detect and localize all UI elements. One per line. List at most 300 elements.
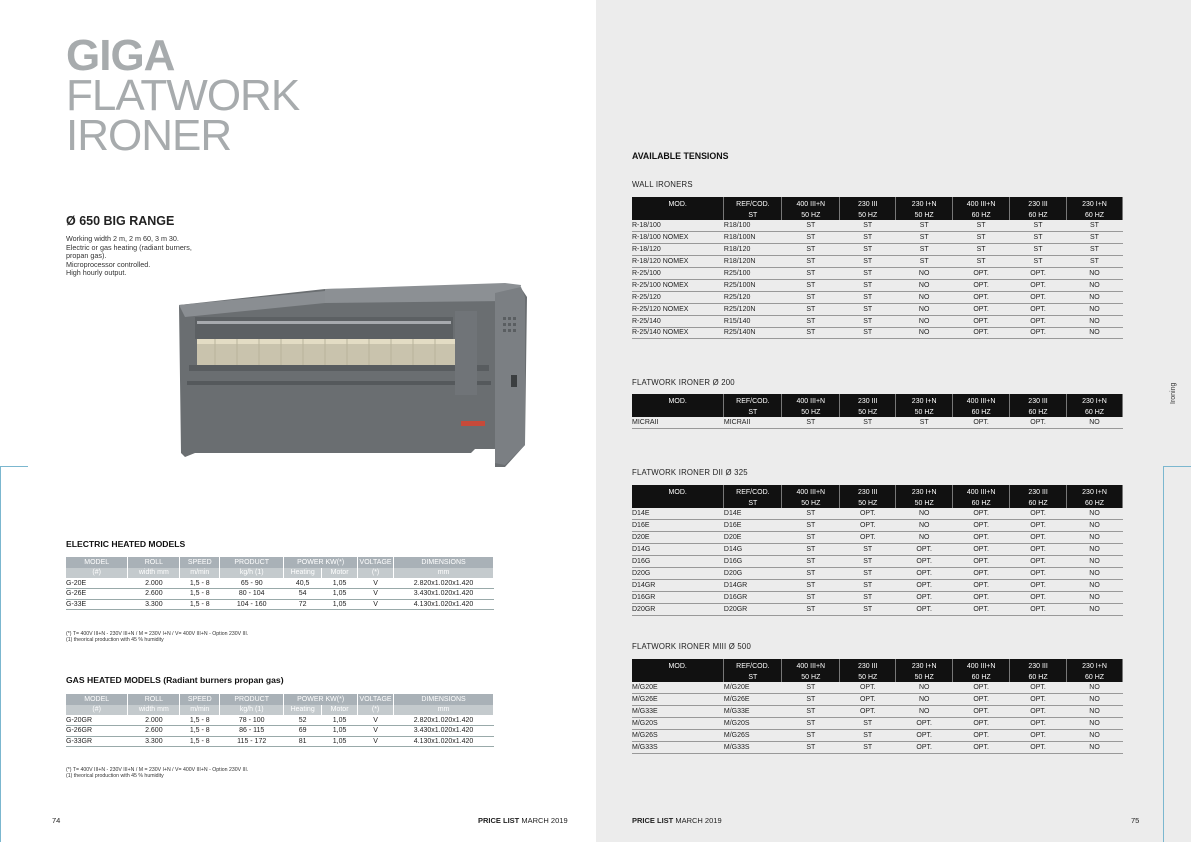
- table-cell: D14E: [632, 508, 724, 520]
- table-cell: ST: [782, 417, 840, 429]
- col-header: 400 III+N: [782, 485, 840, 499]
- table-cell: 1,05: [322, 578, 358, 589]
- col-header: 400 III+N: [953, 659, 1010, 673]
- table-cell: NO: [896, 706, 953, 718]
- table-cell: NO: [1067, 327, 1123, 339]
- col-header: DIMENSIONS: [394, 557, 494, 568]
- col-subheader: 50 HZ: [840, 673, 896, 682]
- tension-table-flatwork-dii: [632, 485, 1123, 616]
- table-cell: ST: [782, 220, 840, 232]
- table-cell: 1,5 - 8: [180, 726, 220, 737]
- table-cell: ST: [840, 303, 896, 315]
- table-cell: 2.000: [128, 715, 180, 726]
- col-subheader: width mm: [128, 705, 180, 716]
- table-cell: M/G20S: [632, 718, 724, 730]
- table-cell: ST: [840, 567, 896, 579]
- table-cell: OPT.: [953, 520, 1010, 532]
- left-footer: [478, 816, 568, 825]
- table-cell: G-26E: [66, 589, 128, 600]
- table-cell: OPT.: [896, 741, 953, 753]
- col-header: VOLTAGE: [359, 695, 392, 703]
- col-header: ROLL: [128, 694, 180, 705]
- table-cell: NO: [896, 279, 953, 291]
- col-subheader: [632, 673, 724, 682]
- table-cell: OPT.: [896, 567, 953, 579]
- table-row: [632, 567, 1123, 579]
- col-header: 400 III+N: [953, 485, 1010, 499]
- col-subheader: 60 HZ: [1010, 211, 1067, 220]
- col-header: 230 III: [840, 659, 896, 673]
- desc-line: propan gas).: [66, 251, 107, 261]
- table-cell: NO: [896, 694, 953, 706]
- table-cell: ST: [953, 244, 1010, 256]
- col-header: 230 III: [840, 197, 896, 211]
- col-subheader: Heating: [284, 705, 322, 716]
- table-cell: V: [358, 726, 394, 737]
- note-line: (*) T= 400V III+N - 230V III+N / M = 230V I+N / V= 400V III+N - Option 230V III.: [66, 767, 249, 773]
- table-cell: ST: [782, 303, 840, 315]
- table-cell: OPT.: [953, 706, 1010, 718]
- table-cell: OPT.: [953, 291, 1010, 303]
- table-cell: 2.820x1.020x1.420: [394, 715, 494, 726]
- left-page-number: 74: [52, 816, 61, 825]
- col-header: 400 III+N: [953, 197, 1010, 211]
- col-subheader: 60 HZ: [1067, 408, 1123, 417]
- col-header: MODEL: [66, 694, 128, 705]
- table-cell: ST: [782, 268, 840, 280]
- col-header: 230 III: [840, 485, 896, 499]
- right-edge-marker: [1163, 466, 1191, 842]
- note-line: (1) theorical production with 45 % humidity: [66, 637, 164, 644]
- table-cell: OPT.: [953, 579, 1010, 591]
- col-header: MOD.: [632, 659, 724, 673]
- table-cell: D16G: [724, 556, 782, 568]
- table-cell: 2.000: [128, 578, 180, 589]
- table-cell: 2.600: [128, 589, 180, 600]
- table-cell: 81: [284, 736, 322, 747]
- col-subheader: 50 HZ: [840, 408, 896, 417]
- col-header: 230 III: [1010, 659, 1067, 673]
- table-cell: OPT.: [1010, 291, 1067, 303]
- table-cell: R-18/100 NOMEX: [632, 232, 724, 244]
- table-subheader-row: [66, 568, 494, 579]
- col-subheader: 60 HZ: [1067, 673, 1123, 682]
- table-row: [632, 417, 1123, 429]
- table-cell: MICRAII: [724, 417, 782, 429]
- note-line: (*) T= 400V III+N - 230V III+N / M = 230V I+N / V= 400V III+N - Option 230V III.: [66, 631, 249, 637]
- table-row: [632, 508, 1123, 520]
- table-cell: NO: [1067, 718, 1123, 730]
- col-header: 230 I+N: [1067, 485, 1123, 499]
- col-header: 230 III: [840, 394, 896, 408]
- table-cell: D20G: [632, 567, 724, 579]
- table-cell: NO: [896, 508, 953, 520]
- table-cell: R-25/100: [632, 268, 724, 280]
- table-cell: NO: [1067, 556, 1123, 568]
- col-subheader: ST: [724, 499, 782, 508]
- table-cell: D14G: [724, 544, 782, 556]
- table-cell: OPT.: [953, 508, 1010, 520]
- table-cell: G-20E: [66, 578, 128, 589]
- table-cell: 3.430x1.020x1.420: [394, 589, 494, 600]
- col-header: REF/COD.: [724, 659, 782, 673]
- col-subheader: 60 HZ: [1010, 673, 1067, 682]
- table-cell: NO: [896, 520, 953, 532]
- col-subheader: [632, 211, 724, 220]
- table-cell: NO: [1067, 303, 1123, 315]
- table-cell: ST: [1010, 244, 1067, 256]
- table-header-row: [632, 197, 1123, 211]
- table-cell: ST: [782, 279, 840, 291]
- col-header: 230 I+N: [896, 197, 953, 211]
- col-subheader: 60 HZ: [953, 499, 1010, 508]
- col-subheader: width mm: [128, 568, 180, 579]
- table-cell: OPT.: [953, 694, 1010, 706]
- table-row: [632, 279, 1123, 291]
- table-cell: ST: [896, 220, 953, 232]
- col-header: 230 I+N: [1067, 197, 1123, 211]
- col-header: REF/COD.: [724, 197, 782, 211]
- col-subheader: kg/h (1): [220, 705, 284, 716]
- col-subheader: 60 HZ: [953, 211, 1010, 220]
- table-cell: 86 - 115: [220, 726, 284, 737]
- title-line-2: FLATWORK: [66, 71, 300, 120]
- table-cell: OPT.: [1010, 694, 1067, 706]
- desc-line: Electric or gas heating (radiant burners,: [66, 242, 192, 252]
- footer-bold: PRICE LIST: [478, 816, 520, 825]
- table-cell: M/G33S: [724, 741, 782, 753]
- table-cell: OPT.: [1010, 544, 1067, 556]
- table-cell: OPT.: [953, 556, 1010, 568]
- table-cell: ST: [782, 694, 840, 706]
- table-cell: OPT.: [840, 520, 896, 532]
- table-cell: NO: [896, 327, 953, 339]
- table-cell: OPT.: [953, 718, 1010, 730]
- col-header: 400 III+N: [782, 394, 840, 408]
- col-header: 230 I+N: [896, 659, 953, 673]
- table-cell: NO: [1067, 417, 1123, 429]
- col-subheader: 50 HZ: [896, 408, 953, 417]
- table-cell: M/G26E: [724, 694, 782, 706]
- table-cell: ST: [782, 256, 840, 268]
- desc-line: Microprocessor controlled.: [66, 259, 151, 269]
- table-cell: ST: [1010, 256, 1067, 268]
- table-cell: R25/100N: [724, 279, 782, 291]
- table-row: [632, 220, 1123, 232]
- table-cell: R-18/100: [632, 220, 724, 232]
- table-row: [632, 303, 1123, 315]
- table-cell: NO: [1067, 591, 1123, 603]
- col-header: 230 I+N: [896, 394, 953, 408]
- col-header: REF/COD.: [724, 485, 782, 499]
- table-cell: OPT.: [1010, 417, 1067, 429]
- table-row: [66, 726, 494, 737]
- table-row: [66, 589, 494, 600]
- table-cell: OPT.: [1010, 532, 1067, 544]
- desc-line: Working width 2 m, 2 m 60, 3 m 30.: [66, 234, 179, 243]
- table-cell: OPT.: [896, 730, 953, 742]
- table-cell: NO: [1067, 532, 1123, 544]
- table-cell: OPT.: [953, 591, 1010, 603]
- table-cell: OPT.: [1010, 567, 1067, 579]
- electric-models-table: [66, 557, 494, 610]
- table-cell: V: [358, 715, 394, 726]
- table-row: [632, 556, 1123, 568]
- table-row: [632, 532, 1123, 544]
- table-cell: V: [358, 599, 394, 610]
- table-cell: NO: [896, 291, 953, 303]
- col-header: 400 III+N: [782, 659, 840, 673]
- table-cell: OPT.: [1010, 730, 1067, 742]
- table-subheader-row: [632, 673, 1123, 682]
- col-subheader: ST: [724, 673, 782, 682]
- side-tab-label: Ironing: [1170, 382, 1177, 404]
- col-header: SPEED: [180, 557, 220, 568]
- col-header: POWER KW(*): [284, 694, 358, 705]
- table-cell: 3.300: [128, 736, 180, 747]
- table-cell: D14GR: [632, 579, 724, 591]
- col-subheader: (#): [66, 705, 128, 716]
- table-row: [632, 268, 1123, 280]
- col-subheader: Motor: [322, 568, 358, 579]
- table-cell: 69: [284, 726, 322, 737]
- table-title: FLATWORK IRONER DII Ø 325: [632, 468, 748, 477]
- table-cell: 2.820x1.020x1.420: [394, 578, 494, 589]
- col-subheader: 50 HZ: [782, 673, 840, 682]
- table-header-row: [632, 394, 1123, 408]
- table-cell: ST: [782, 730, 840, 742]
- footer-date: MARCH 2019: [673, 816, 722, 825]
- table-cell: D14GR: [724, 579, 782, 591]
- table-cell: D16GR: [632, 591, 724, 603]
- table-cell: OPT.: [1010, 706, 1067, 718]
- table-cell: 1,5 - 8: [180, 715, 220, 726]
- table-cell: OPT.: [1010, 556, 1067, 568]
- table-cell: R-25/120: [632, 291, 724, 303]
- table-cell: 54: [284, 589, 322, 600]
- table-cell: M/G33S: [632, 741, 724, 753]
- col-subheader: 60 HZ: [953, 673, 1010, 682]
- table-cell: G-33GR: [66, 736, 128, 747]
- col-subheader: 50 HZ: [782, 408, 840, 417]
- table-cell: OPT.: [953, 279, 1010, 291]
- table-cell: OPT.: [896, 556, 953, 568]
- table-cell: 1,5 - 8: [180, 578, 220, 589]
- table-cell: ST: [782, 591, 840, 603]
- table-cell: ST: [1067, 256, 1123, 268]
- col-header: PRODUCT: [220, 557, 284, 568]
- col-header: MOD.: [632, 394, 724, 408]
- title-line-1: GIGA: [66, 31, 175, 80]
- table-cell: 3.430x1.020x1.420: [394, 726, 494, 737]
- table-cell: 1,5 - 8: [180, 599, 220, 610]
- gas-notes: [66, 767, 248, 780]
- footer-bold: PRICE LIST: [632, 816, 674, 825]
- table-cell: NO: [1067, 730, 1123, 742]
- table-cell: OPT.: [840, 706, 896, 718]
- table-cell: M/G33E: [632, 706, 724, 718]
- col-subheader: 50 HZ: [896, 499, 953, 508]
- table-cell: NO: [1067, 694, 1123, 706]
- right-footer: [632, 816, 722, 825]
- table-cell: NO: [896, 303, 953, 315]
- table-cell: OPT.: [896, 544, 953, 556]
- table-cell: 115 - 172: [220, 736, 284, 747]
- table-cell: D16E: [724, 520, 782, 532]
- col-subheader: (*): [358, 705, 394, 716]
- col-subheader: 50 HZ: [782, 499, 840, 508]
- col-subheader: 50 HZ: [840, 211, 896, 220]
- table-cell: OPT.: [1010, 741, 1067, 753]
- electric-notes: [66, 631, 248, 644]
- table-cell: ST: [782, 532, 840, 544]
- title-line-3: IRONER: [66, 111, 232, 160]
- table-row: [66, 599, 494, 610]
- table-cell: 72: [284, 599, 322, 610]
- col-subheader: [632, 499, 724, 508]
- col-header: MODEL: [66, 557, 128, 568]
- table-cell: ST: [840, 232, 896, 244]
- table-cell: ST: [840, 544, 896, 556]
- range-title: Ø 650 BIG RANGE: [66, 214, 175, 228]
- table-cell: ST: [782, 579, 840, 591]
- table-cell: ST: [840, 220, 896, 232]
- col-subheader: ST: [724, 408, 782, 417]
- col-subheader: 50 HZ: [782, 211, 840, 220]
- left-edge-marker: [0, 466, 28, 842]
- col-subheader: kg/h (1): [220, 568, 284, 579]
- table-cell: OPT.: [953, 741, 1010, 753]
- table-cell: 104 - 160: [220, 599, 284, 610]
- table-cell: ST: [782, 556, 840, 568]
- table-cell: 1,05: [322, 726, 358, 737]
- table-cell: OPT.: [953, 682, 1010, 694]
- table-cell: R25/140N: [724, 327, 782, 339]
- col-header: PRODUCT: [220, 694, 284, 705]
- table-row: [632, 730, 1123, 742]
- col-header: 230 III: [1010, 485, 1067, 499]
- table-cell: V: [358, 736, 394, 747]
- table-cell: R-25/140: [632, 315, 724, 327]
- table-cell: 4.130x1.020x1.420: [394, 736, 494, 747]
- table-cell: OPT.: [1010, 591, 1067, 603]
- table-row: [66, 715, 494, 726]
- page-title: [66, 31, 300, 160]
- table-cell: OPT.: [896, 591, 953, 603]
- col-subheader: mm: [394, 705, 494, 716]
- table-title: FLATWORK IRONER Ø 200: [632, 378, 735, 387]
- col-subheader: [632, 408, 724, 417]
- col-subheader: m/min: [180, 568, 220, 579]
- table-header-row: [632, 659, 1123, 673]
- table-cell: ST: [896, 417, 953, 429]
- table-cell: NO: [1067, 520, 1123, 532]
- table-cell: G-33E: [66, 599, 128, 610]
- table-cell: OPT.: [953, 730, 1010, 742]
- col-header: MOD.: [632, 485, 724, 499]
- table-cell: NO: [896, 315, 953, 327]
- col-subheader: 60 HZ: [1010, 408, 1067, 417]
- table-cell: R-18/120: [632, 244, 724, 256]
- table-cell: ST: [896, 256, 953, 268]
- table-cell: OPT.: [840, 682, 896, 694]
- table-cell: R25/120: [724, 291, 782, 303]
- table-cell: ST: [896, 244, 953, 256]
- col-subheader: 60 HZ: [953, 408, 1010, 417]
- table-cell: ST: [840, 315, 896, 327]
- table-cell: ST: [1067, 220, 1123, 232]
- table-cell: R15/140: [724, 315, 782, 327]
- table-cell: ST: [840, 279, 896, 291]
- table-cell: D20E: [632, 532, 724, 544]
- table-cell: R25/100: [724, 268, 782, 280]
- table-cell: OPT.: [1010, 520, 1067, 532]
- table-cell: D14G: [632, 544, 724, 556]
- gas-section-title: GAS HEATED MODELS (Radiant burners propan gas): [66, 675, 284, 685]
- table-cell: 80 - 104: [220, 589, 284, 600]
- table-cell: M/G33E: [724, 706, 782, 718]
- col-header: ROLL: [128, 557, 180, 568]
- table-cell: ST: [840, 603, 896, 615]
- table-cell: M/G26S: [724, 730, 782, 742]
- table-cell: D20GR: [724, 603, 782, 615]
- col-subheader: (#): [66, 568, 128, 579]
- note-line: (1) theorical production with 45 % humidity: [66, 773, 164, 780]
- table-row: [632, 232, 1123, 244]
- table-row: [632, 520, 1123, 532]
- col-header: SPEED: [180, 694, 220, 705]
- table-subheader-row: [66, 705, 494, 716]
- table-cell: ST: [782, 718, 840, 730]
- table-cell: OPT.: [840, 694, 896, 706]
- table-cell: 1,5 - 8: [180, 589, 220, 600]
- table-cell: OPT.: [1010, 718, 1067, 730]
- table-cell: NO: [1067, 508, 1123, 520]
- description: [66, 235, 216, 278]
- table-cell: NO: [1067, 603, 1123, 615]
- table-cell: 2.600: [128, 726, 180, 737]
- table-row: [66, 578, 494, 589]
- table-header-row: [66, 694, 494, 705]
- col-header: 230 I+N: [1067, 659, 1123, 673]
- table-cell: OPT.: [1010, 327, 1067, 339]
- table-cell: NO: [1067, 706, 1123, 718]
- table-cell: ST: [782, 315, 840, 327]
- table-cell: 1,5 - 8: [180, 736, 220, 747]
- table-cell: NO: [1067, 741, 1123, 753]
- gas-models-table: [66, 694, 494, 747]
- available-tensions-title: AVAILABLE TENSIONS: [632, 151, 729, 161]
- table-cell: ST: [782, 232, 840, 244]
- table-cell: ST: [782, 706, 840, 718]
- table-cell: R18/120: [724, 244, 782, 256]
- table-cell: OPT.: [1010, 268, 1067, 280]
- table-cell: R-25/140 NOMEX: [632, 327, 724, 339]
- tension-table-wall-ironers: [632, 197, 1123, 339]
- table-cell: ST: [840, 291, 896, 303]
- table-title: FLATWORK IRONER MIII Ø 500: [632, 642, 751, 651]
- table-cell: OPT.: [1010, 682, 1067, 694]
- table-row: [632, 682, 1123, 694]
- table-cell: ST: [782, 682, 840, 694]
- table-cell: 1,05: [322, 589, 358, 600]
- col-subheader: 60 HZ: [1067, 499, 1123, 508]
- table-cell: M/G20E: [724, 682, 782, 694]
- table-cell: ST: [840, 268, 896, 280]
- tension-table-flatwork-200: [632, 394, 1123, 429]
- table-cell: OPT.: [840, 532, 896, 544]
- col-header: 400 III+N: [782, 197, 840, 211]
